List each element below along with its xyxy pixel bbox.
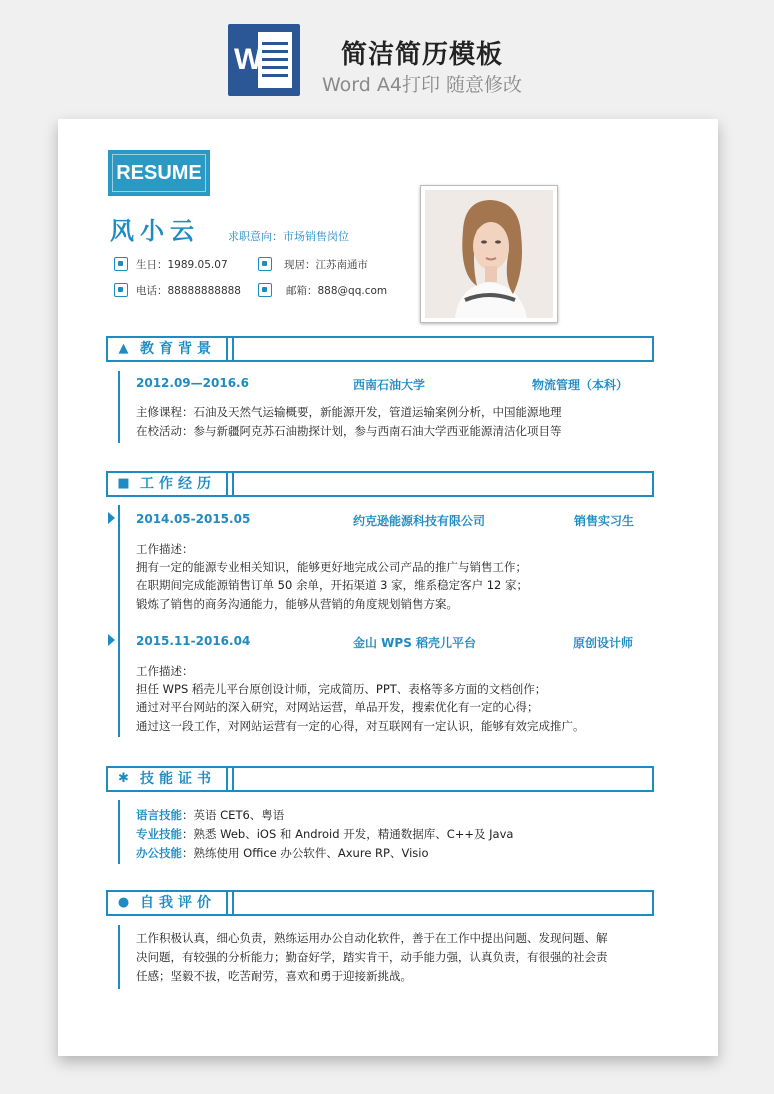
work-1-line: 拥有一定的能源专业相关知识，能够更好地完成公司产品的推广与销售工作； (136, 560, 527, 574)
education-section-header: ▲ 教育背景 (106, 336, 654, 362)
briefcase-icon: ■ (117, 476, 130, 491)
graduation-cap-icon: ▲ (118, 341, 129, 356)
profile-photo (420, 185, 558, 323)
work-section-header: ■ 工作经历 (106, 471, 654, 497)
phone-icon (114, 283, 128, 297)
work-2-line: 工作描述： (136, 664, 194, 678)
resume-tag: RESUME (108, 150, 210, 196)
people-icon: ● (117, 895, 130, 910)
timeline-arrow-icon (108, 512, 115, 524)
self-eval-line: 决问题，有较强的分析能力；勤奋好学，踏实肯干，动手能力强，认真负责，有很强的社会责 (136, 950, 608, 964)
self-eval-line: 任感；坚毅不拔，吃苦耐劳，喜欢和勇于迎接新挑战。 (136, 969, 412, 983)
education-school: 西南石油大学 (353, 378, 426, 392)
home-icon (258, 257, 272, 271)
work-2-role: 原创设计师 (573, 636, 634, 650)
self-eval-section-header: ● 自我评价 (106, 890, 654, 916)
email-icon (258, 283, 272, 297)
work-1-line: 锻炼了销售的商务沟通能力，能够从营销的角度规划销售方案。 (136, 597, 458, 611)
email-info: 邮箱：888@qq.com (286, 285, 388, 297)
self-eval-line: 工作积极认真，细心负责，熟练运用办公自动化软件，善于在工作中提出问题、发现问题、解 (136, 931, 608, 945)
work-1-company: 约克逊能源科技有限公司 (353, 514, 486, 528)
education-courses: 主修课程：石油及天然气运输概要，新能源开发，管道运输案例分析，中国能源地理 (136, 405, 562, 419)
user-icon (114, 257, 128, 271)
self-eval-timeline (118, 925, 120, 989)
timeline-arrow-icon (108, 634, 115, 646)
skill-office: 办公技能：熟练使用 Office 办公软件、Axure RP、Visio (136, 846, 429, 860)
portrait-image (425, 190, 553, 318)
work-1-line: 在职期间完成能源销售订单 50 余单，开拓渠道 3 家，维系稳定客户 12 家； (136, 578, 529, 592)
header-banner (0, 0, 774, 112)
skills-section-header: ✱ 技能证书 (106, 766, 654, 792)
job-intent: 求职意向：市场销售岗位 (228, 230, 349, 243)
education-timeline (118, 371, 120, 443)
resume-page (58, 119, 718, 1056)
phone-info: 电话：88888888888 (136, 285, 241, 297)
work-2-line: 担任 WPS 稻壳儿平台原创设计师，完成简历、PPT、表格等多方面的文档创作； (136, 682, 547, 696)
skills-timeline (118, 800, 120, 864)
template-title: 简洁简历模板 (340, 40, 503, 70)
work-2-line: 通过这一段工作，对网站运营有一定的心得，对互联网有一定认识，能够有效完成推广。 (136, 719, 585, 733)
work-1-line: 工作描述： (136, 542, 194, 556)
work-1-role: 销售实习生 (574, 514, 635, 528)
work-2-period: 2015.11-2016.04 (136, 634, 251, 648)
education-period: 2012.09—2016.6 (136, 376, 249, 390)
work-2-company: 金山 WPS 稻壳儿平台 (353, 636, 477, 650)
gear-icon: ✱ (118, 771, 129, 786)
candidate-name: 风小云 (110, 217, 200, 245)
skill-professional: 专业技能：熟悉 Web、iOS 和 Android 开发，精通数据库、C++及 Java (136, 827, 514, 841)
education-major: 物流管理（本科） (532, 378, 629, 392)
work-1-period: 2014.05-2015.05 (136, 512, 251, 526)
work-2-line: 通过对平台网站的深入研究，对网站运营，单品开发，搜索优化有一定的心得； (136, 700, 539, 714)
education-activities: 在校活动：参与新疆阿克苏石油勘探计划，参与西南石油大学西亚能源清洁化项目等 (136, 424, 562, 438)
birth-info: 生日：1989.05.07 (136, 259, 228, 271)
template-subtitle: Word A4打印 随意修改 (321, 74, 522, 96)
residence-info: 现居：江苏南通市 (284, 259, 368, 271)
skill-language: 语言技能：英语 CET6、粤语 (136, 808, 285, 822)
word-letter: W (234, 43, 263, 76)
work-timeline (118, 505, 120, 737)
